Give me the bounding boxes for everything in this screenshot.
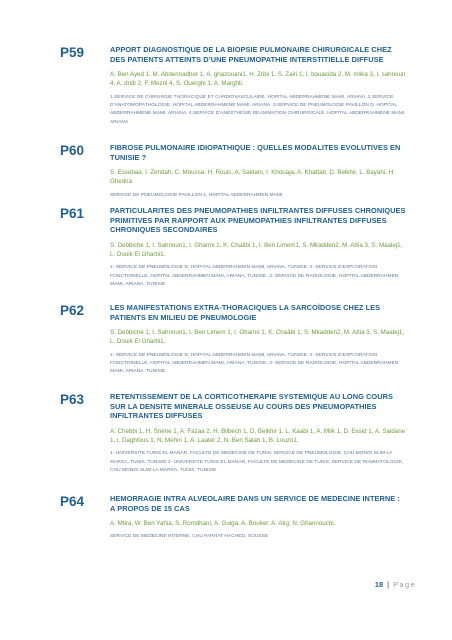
abstract-affiliations: SERVICE DE PNEUMOLOGIE PAVILLON 1, HOPITAL ABDERRAHMEN MAMI <box>110 192 283 198</box>
abstract-code: P59 <box>60 45 85 60</box>
abstract-code: P64 <box>60 494 85 509</box>
abstract-content <box>110 206 406 289</box>
page-number: 18 <box>374 580 384 589</box>
abstract-affiliations: SERVICE DE MEDECINE INTERNE, CHU FARHAT HACHED, SOUSSE <box>110 534 269 540</box>
abstract-content <box>110 494 406 542</box>
abstract-title: PARTICULARITES DES PNEUMOPATHIES INFILTRANTES DIFFUSES CHRONIQUES PRIMITIVES PAR RAPPORT AUX PNEUMOPATHIES INFILTRANTES DIFFUSES CHRONIQUES SECONDAIRES <box>110 206 406 235</box>
abstract-authors: A. Chebbi 1, H. Snène 1, A. Fazaa 2, H. Blibech 1, D. Belkhir 1, L. Kaabi 1, A. Mlik 1, D. Essid 1, A. Saidane 1, I. Daghfous 1, N. Mehiri 1, A. Laater 2, N. Ben Salah 1, B. Louzri1. <box>110 427 406 444</box>
abstract-code: P63 <box>60 392 85 407</box>
abstract-title: FIBROSE PULMONAIRE IDIOPATHIQUE : QUELLES MODALITES EVOLUTIVES EN TUNISIE ? <box>110 143 401 162</box>
abstract-code: P62 <box>60 303 85 318</box>
abstract-content <box>110 392 406 475</box>
abstract-authors: A. Ben Ayed 1, M. Abdennadher 1, A. ghazouani1, H. Zribi 1, S. Zairi 1, I. bouacida 2, M. mlika 3, I. sahnoun 4, A. dridi 2, F. Mezni 4, S. Ouerghi 1, A. Marghli. <box>110 71 406 88</box>
abstract-content <box>110 45 406 127</box>
abstract-authors: S. Debbiche 1, I. Sahnoun1, I. Ben Limem 1, I. Gharmi 1, K. Chaâbi 1, S. Mkadden2, M. Attia 3, S. Maalej1, L. Douik El Gharbi1. <box>110 329 405 346</box>
abstract-authors: A. Mtira, W. Ben Yahia, S. Romdhani, A. Guiga, A. Bouker, A. Atig, N. Ghannouchi. <box>110 520 336 528</box>
abstract-title: APPORT DIAGNOSTIQUE DE LA BIOPSIE PULMONAIRE CHIRURGICALE CHEZ DES PATIENTS ATTEINTS D’UNE PNEUMOPATHIE INTERSTITIELLE DIFFUSE <box>110 45 392 64</box>
abstract-content <box>110 303 406 377</box>
page-label: Page <box>393 580 416 589</box>
abstract-affiliations: 1- SERVICE DE PNEUMOLOGIE D, HOPITAL ABDERRAHMEN MAMI, ARIANA, TUNISIE. 2- SERVICE D’EXPLORATION FONCTIONELLE, HOPITAL ABDERRAHMEN MAMI, ARIANA, TUNISIE. 3- SERVICE DE RADIOLOGIE, HOPITAL ABDERRAHMEN MAMI, ARIANA, TUNISIE. <box>110 265 399 287</box>
page-footer <box>375 580 416 589</box>
abstract-title: HEMORRAGIE INTRA ALVEOLAIRE DANS UN SERVICE DE MEDECINE INTERNE : A PROPOS DE 15 CAS <box>110 494 400 513</box>
abstract-content <box>110 143 406 200</box>
abstract-affiliations: 1- UNIVERSITE TUNIS EL MANAR, FACULTE DE MEDECINE DE TUNIS, SERVICE DE PNEUMOLOGIE, CHU MONGI SLIM LA MARSA, TUNIS, TUNISIE 2- UNIVERSITE TUNIS EL MANAR, FACULTE DE MEDECINE DE TUNIS, SERVICE DE RHUMATOLOGIE, CHU MONGI SLIM LA MARSA, TUNIS, TUNISIE <box>110 451 404 473</box>
abstract-authors: S. Essebaa, I. Zendah, C. Moussa, H. Rouis, A. Saidani, I. Khouaja, A. Khattab, D. Belkhir, L. Bayahi, H. Ghedira <box>110 169 395 186</box>
abstract-title: LES MANIFESTATIONS EXTRA-THORACIQUES LA SARCOÏDOSE CHEZ LES PATIENTS EN MILIEU DE PNEUMOLOGIE <box>110 303 381 322</box>
abstract-affiliations: 1- SERVICE DE PNEUMOLOGIE D, HOPITAL ABDERRAHMEN MAMI, ARIANA, TUNISIE. 2- SERVICE D’EXPLORATION FONCTIONELLE, HOPITAL ABDERRAHMEN MAMI, ARIANA, TUNISIE. 3- SERVICE DE RADIOLOGIE, HOPITAL ABDERRAHMEN MAMI, ARIANA, TUNISIE. <box>110 352 399 375</box>
footer-separator: | <box>387 580 390 589</box>
abstract-code: P61 <box>60 206 85 221</box>
abstract-title: RETENTISSEMENT DE LA CORTICOTHERAPIE SYSTEMIQUE AU LONG COURS SUR LA DENSITE MINERALE OSSEUSE AU COURS DES PNEUMOPATHIES INFILTRANTES DIFFUSES <box>110 392 393 421</box>
abstract-affiliations: 1.SERVICE DE CHIRURGIE THORACIQUE ET CARDIOVASCULAIRE. HOPITAL ABDERRAHMENE MAMI. ARIANA. 2.SERVICE D’ANATOMOPATHOLOGIE. HOPITAL ABDERRAHMENE MAMI. ARIANA. 3.SERVICE DE PNEUMOLOGIE PAVILLON D. HOPITAL ABDERRAHMENE MAMI. ARIANA. 4.SERVICE D’ANESTHESIE REANIMATION CHIRURGICALE. HOPITAL ABDERRAHMENE MAMI. ARIANA <box>110 94 406 125</box>
abstract-code: P60 <box>60 143 85 158</box>
abstract-authors: S. Debbiche 1, I. Sahnoun1, I. Gharmi 1, K. Chaâbi 1, I. Ben Limem1, S. Mkadden2, M. Attia 3, S. Maalej1, L. Douik El Gharbi1. <box>110 241 403 258</box>
